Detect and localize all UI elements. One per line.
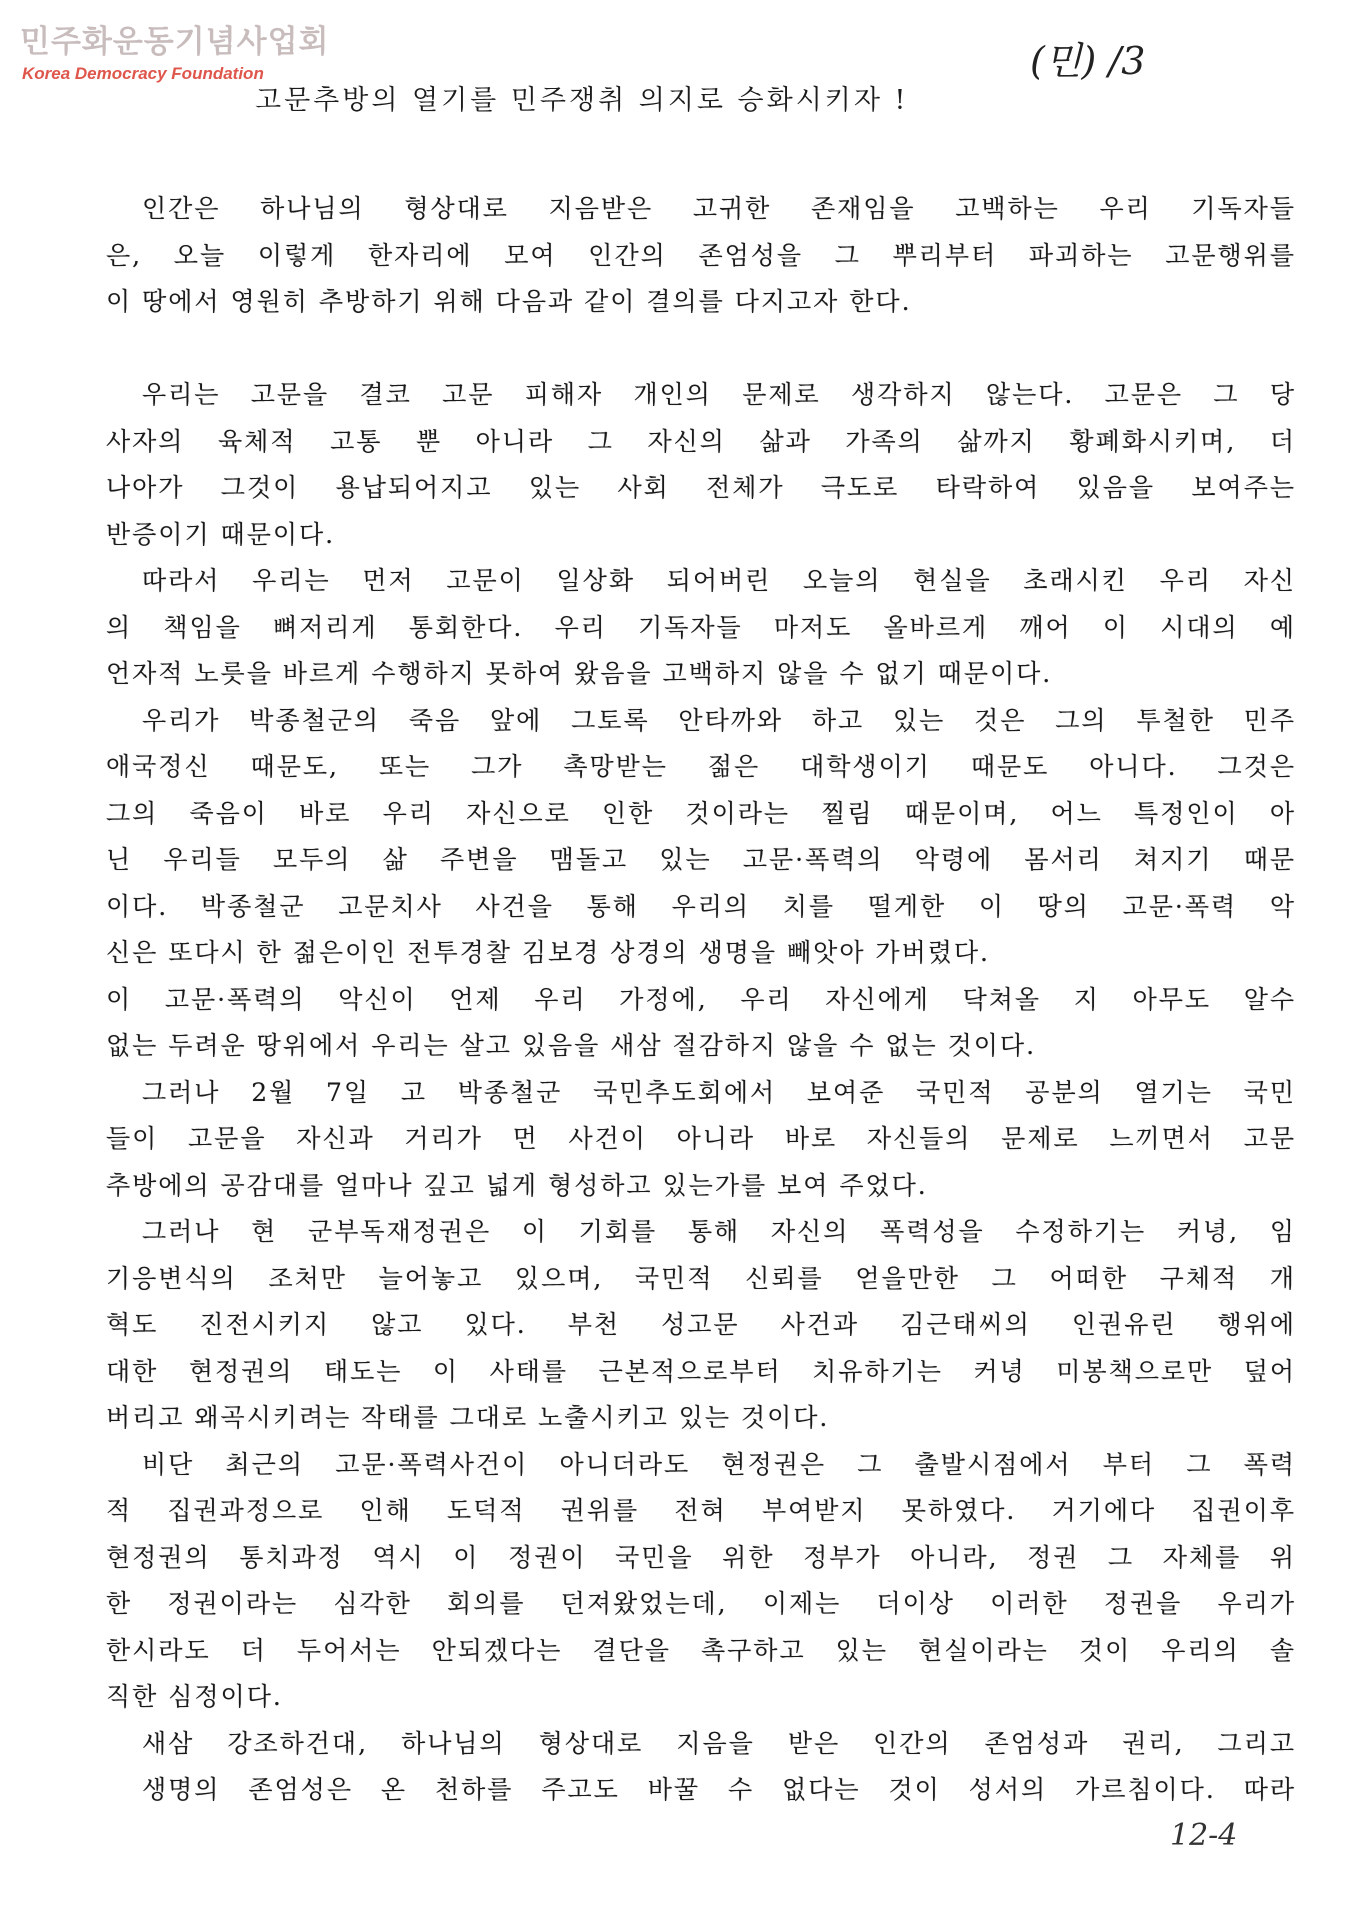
text-line: 의 책임을 뼈저리게 통회한다. 우리 기독자들 마저도 올바르게 깨어 이 시대의 예 [106,612,1296,642]
text-line: 그러나 현 군부독재정권은 이 기회를 통해 자신의 폭력성을 수정하기는 커녕, 임 [142,1217,1296,1246]
text-line: 적 집권과정으로 인해 도덕적 권위를 전혀 부여받지 못하였다. 거기에다 집권이후 [106,1496,1296,1525]
text-line: 혁도 진전시키지 않고 있다. 부천 성고문 사건과 김근태씨의 인권유린 행위에 [106,1310,1296,1339]
text-line: 우리는 고문을 결코 고문 피해자 개인의 문제로 생각하지 않는다. 고문은 그 당 [142,380,1296,409]
text-line: 이다. 박종철군 고문치사 사건을 통해 우리의 치를 떨게한 이 땅의 고문·폭력 악 [106,891,1296,921]
text-line: 비단 최근의 고문·폭력사건이 아니더라도 현정권은 그 출발시점에서 부터 그 폭력 [142,1449,1296,1479]
text-line: 은, 오늘 이렇게 한자리에 모여 인간의 존엄성을 그 뿌리부터 파괴하는 고문행위를 [106,240,1296,270]
handwritten-page-number: 12-4 [1170,1818,1238,1853]
text-line: 직한 심정이다. [106,1682,283,1711]
text-line: 생명의 존엄성은 온 천하를 주고도 바꿀 수 없다는 것이 성서의 가르침이다. 따라 [142,1775,1296,1804]
text-line: 인간은 하나님의 형상대로 지음받은 고귀한 존재임을 고백하는 우리 기독자들 [142,194,1296,223]
text-line: 이 땅에서 영원히 추방하기 위해 다음과 같이 결의를 다지고자 한다. [106,287,912,316]
text-line: 우리가 박종철군의 죽음 앞에 그토록 안타까와 하고 있는 것은 그의 투철한 민주 [142,705,1296,735]
text-line: 언자적 노릇을 바르게 수행하지 못하여 왔음을 고백하지 않을 수 없기 때문이다. [106,659,1053,688]
paragraph [106,1209,1296,1442]
text-line: 이 고문·폭력의 악신이 언제 우리 가정에, 우리 자신에게 닥쳐올 지 아무도 알수 [106,984,1296,1014]
paragraph [106,186,1296,326]
text-line: 한 정권이라는 심각한 회의를 던져왔었는데, 이제는 더이상 이러한 정권을 우리가 [106,1589,1296,1618]
text-line: 추방에의 공감대를 얼마나 깊고 넓게 형성하고 있는가를 보여 주었다. [106,1170,928,1200]
text-line: 기응변식의 조처만 늘어놓고 있으며, 국민적 신뢰를 얻을만한 그 어떠한 구체적 개 [106,1263,1296,1293]
paragraph [106,1070,1296,1210]
paragraph [106,558,1296,698]
paragraph [106,1721,1296,1814]
text-line: 따라서 우리는 먼저 고문이 일상화 되어버린 오늘의 현실을 초래시킨 우리 자신 [142,566,1296,595]
document-body [106,186,1296,1814]
text-line: 들이 고문을 자신과 거리가 먼 사건이 아니라 바로 자신들의 문제로 느끼면서 고문 [106,1124,1296,1153]
paragraph [106,372,1296,558]
text-line: 그의 죽음이 바로 우리 자신으로 인한 것이라는 찔림 때문이며, 어느 특정인이 아 [106,798,1296,828]
paragraph [106,1442,1296,1721]
paragraph [106,698,1296,1070]
text-line: 반증이기 때문이다. [106,519,336,549]
text-line: 애국정신 때문도, 또는 그가 촉망받는 젊은 대학생이기 때문도 아니다. 그것은 [106,752,1296,781]
text-line: 새삼 강조하건대, 하나님의 형상대로 지음을 받은 인간의 존엄성과 권리, 그리고 [142,1728,1296,1758]
document-title: 고문추방의 열기를 민주쟁취 의지로 승화시키자 ! [255,85,909,116]
text-line: 현정권의 통치과정 역시 이 정권이 국민을 위한 정부가 아니라, 정권 그 자체를 위 [106,1542,1296,1572]
text-line: 그러나 2월 7일 고 박종철군 국민추도회에서 보여준 국민적 공분의 열기는 국민 [142,1077,1296,1107]
watermark-korean: 민주화운동기념사업회 [20,24,330,60]
text-line: 대한 현정권의 태도는 이 사태를 근본적으로부터 치유하기는 커녕 미봉책으로만 덮어 [106,1356,1296,1386]
text-line: 없는 두려운 땅위에서 우리는 살고 있음을 새삼 절감하지 않을 수 없는 것이다. [106,1031,1037,1060]
text-line: 사자의 육체적 고통 뿐 아니라 그 자신의 삶과 가족의 삶까지 황폐화시키며, 더 [106,426,1296,456]
watermark-english: Korea Democracy Foundation [22,64,264,83]
text-line: 나아가 그것이 용납되어지고 있는 사회 전체가 극도로 타락하여 있음을 보여주는 [106,473,1296,502]
text-line: 버리고 왜곡시키려는 작태를 그대로 노출시키고 있는 것이다. [106,1403,830,1432]
handwritten-page-mark: (민) /3 [1030,39,1146,83]
text-line: 신은 또다시 한 젊은이인 전투경찰 김보경 상경의 생명을 빼앗아 가버렸다. [106,938,990,967]
text-line: 한시라도 더 두어서는 안되겠다는 결단을 촉구하고 있는 현실이라는 것이 우리의 솔 [106,1635,1296,1665]
text-line: 닌 우리들 모두의 삶 주변을 맴돌고 있는 고문·폭력의 악령에 몸서리 쳐지기 때문 [106,845,1296,874]
